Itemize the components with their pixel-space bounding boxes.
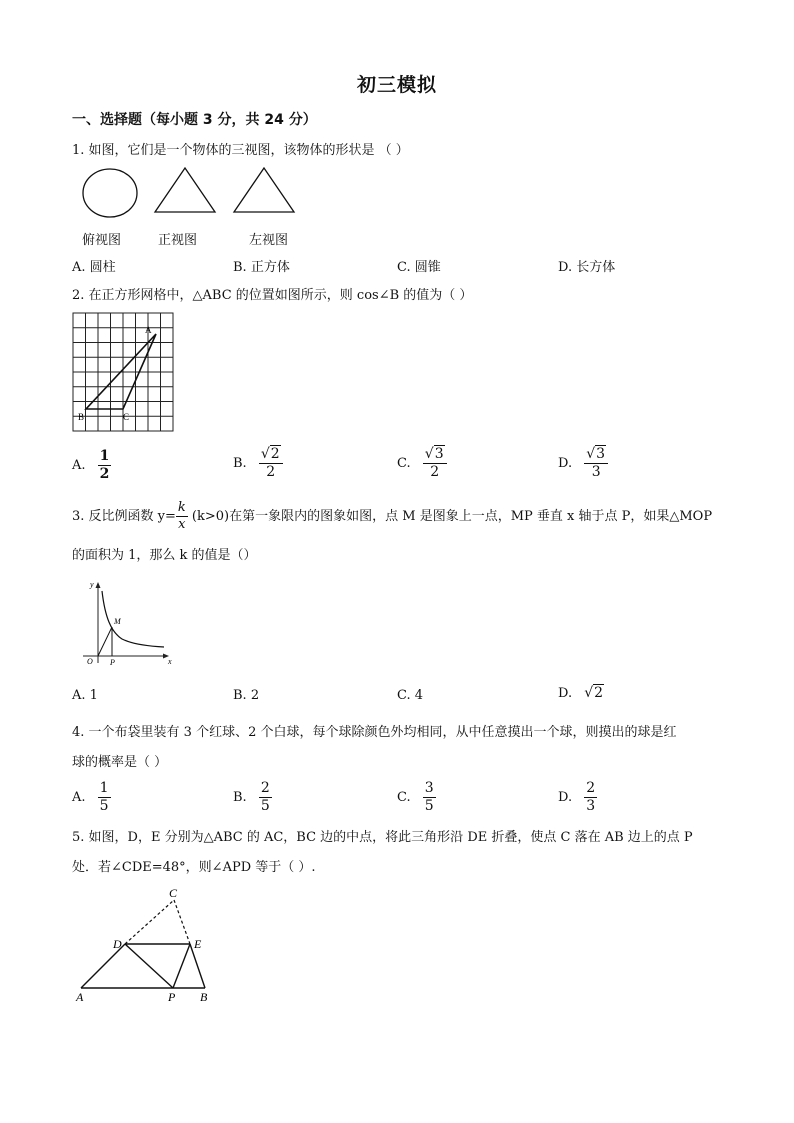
q3-option-a: A. 1 [72, 688, 98, 703]
page-title: 初三模拟 [356, 74, 437, 96]
y-axis-arrow [96, 582, 101, 588]
label-e: E [194, 937, 202, 951]
q4-option-d: D. $\frac{2}{3}$ [558, 780, 596, 814]
q2-option-b: B. $\frac{√2}{2}$ [233, 446, 283, 481]
q4-option-a: A. $\frac{1}{5}$ [72, 780, 109, 814]
q2-option-a: A. $\frac{1}{2}$ [72, 448, 110, 482]
caption-top-view: 俯视图 [82, 233, 122, 248]
front-view-triangle [155, 168, 215, 212]
question-3-text-line2: 的面积为 1，那么 k 的值是（） [72, 548, 257, 563]
label-c: C [123, 412, 130, 422]
q4-option-c: C. $\frac{3}{5}$ [397, 780, 434, 814]
three-views-figure [78, 165, 303, 220]
q1-option-a: A. 圆柱 [72, 260, 116, 275]
segment-om [98, 627, 112, 656]
question-4-text: 4. 一个布袋里装有 3 个红球、2 个白球，每个球除颜色外均相同，从中任意摸出一个球，则摸出的球是红 [72, 725, 677, 740]
question-3-text: 3. 反比例函数 y= $\frac{k}{x}$ (k>0)在第一象限内的图象如图，点 M 是图象上一点，MP 垂直 x 轴于点 P，如果△MOP [72, 500, 713, 532]
label-o: O [87, 657, 93, 666]
question-4-text-line2: 球的概率是（ ） [72, 755, 168, 770]
q1-option-c: C. 圆锥 [397, 260, 441, 275]
label-a: A [76, 990, 84, 1004]
q3-option-d: D. √2 [558, 685, 604, 701]
dashed-ce [174, 900, 190, 944]
q2-option-d: D. $\frac{√3}{3}$ [558, 446, 608, 481]
dashed-dc [125, 900, 174, 944]
label-b: B [78, 412, 85, 422]
grid-triangle-figure [72, 312, 176, 434]
q1-option-d: D. 长方体 [558, 260, 616, 275]
q4-option-b: B. $\frac{2}{5}$ [233, 780, 270, 814]
segment-dp [125, 944, 173, 988]
label-a: A [145, 325, 152, 335]
q2-option-c: C. $\frac{√3}{2}$ [397, 446, 447, 481]
q3-option-c: C. 4 [397, 688, 424, 703]
label-c: C [169, 886, 178, 900]
segment-pe [173, 944, 190, 988]
side-view-triangle [234, 168, 294, 212]
question-5-text-line2: 处．若∠CDE=48°，则∠APD 等于（ ）. [72, 860, 316, 875]
question-5-text: 5. 如图，D，E 分别为△ABC 的 AC，BC 边的中点，将此三角形沿 DE 折叠，使点 C 落在 AB 边上的点 P [72, 830, 693, 845]
label-b: B [200, 990, 208, 1004]
question-1-text: 1. 如图，它们是一个物体的三视图，该物体的形状是 （ ） [72, 143, 409, 158]
caption-side-view: 左视图 [249, 233, 289, 248]
q3-option-b: B. 2 [233, 688, 260, 703]
label-d: D [113, 937, 122, 951]
label-m: M [114, 617, 121, 626]
label-y: y [90, 580, 94, 589]
caption-front-view: 正视图 [158, 233, 198, 248]
folding-triangle-figure [72, 885, 220, 1005]
section-heading: 一、选择题（每小题 3 分，共 24 分） [72, 112, 317, 128]
question-2-text: 2. 在正方形网格中，△ABC 的位置如图所示，则 cos∠B 的值为（ ） [72, 288, 473, 303]
hyperbola-curve [102, 591, 164, 647]
top-view-circle [83, 169, 137, 217]
label-p: P [168, 990, 176, 1004]
label-x: x [168, 657, 172, 666]
inverse-function-figure [78, 577, 178, 669]
q1-option-b: B. 正方体 [233, 260, 290, 275]
label-p: P [110, 658, 115, 667]
